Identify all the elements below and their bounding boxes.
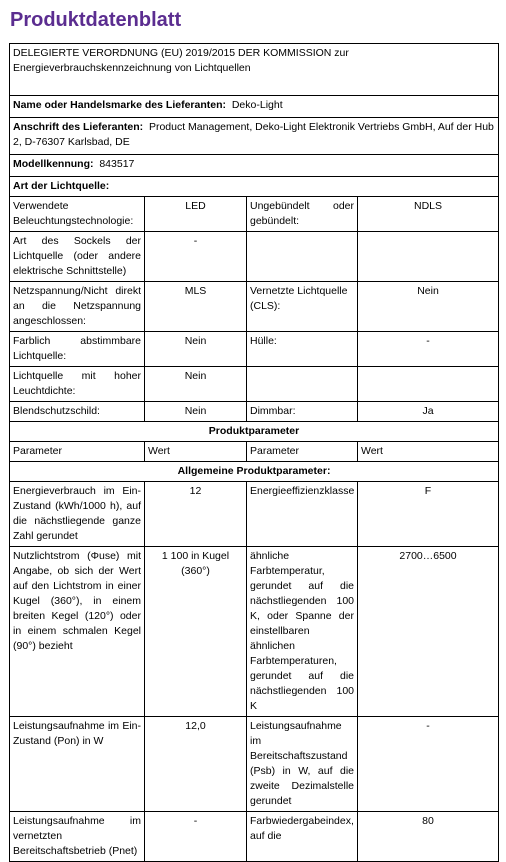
param-value: - (145, 812, 247, 862)
param-value: - (145, 232, 247, 282)
table-row (10, 402, 499, 422)
column-header-row (10, 442, 499, 462)
param-value: Nein (145, 402, 247, 422)
table-row (10, 367, 499, 402)
param-label: Ungebündelt oder gebündelt: (247, 197, 358, 232)
param-label: Blendschutzschild: (10, 402, 145, 422)
param-label: Leistungsaufnahme im Bereitschaftszustand (Psb) in W, auf die zweite Dezimalstelle gerundet (247, 717, 358, 812)
param-value (358, 367, 499, 402)
model-value: 843517 (99, 158, 135, 170)
param-value: Nein (145, 332, 247, 367)
param-label: Dimmbar: (247, 402, 358, 422)
param-value (358, 232, 499, 282)
table-row (10, 482, 499, 547)
param-value: Ja (358, 402, 499, 422)
datasheet-page (9, 5, 496, 862)
table-row (10, 232, 499, 282)
product-params-header: Produktparameter (10, 422, 499, 442)
general-params-header: Allgemeine Produktparameter: (10, 462, 499, 482)
light-source-type-header: Art der Lichtquelle: (10, 177, 499, 197)
table-row (10, 717, 499, 812)
column-header-value: Wert (145, 442, 247, 462)
param-label: Hülle: (247, 332, 358, 367)
table-row (10, 812, 499, 862)
supplier-address-value: Product Management, Deko-Light Elektronik Vertriebs GmbH, Auf der Hub 2, D-76307 Karlsbad, DE (13, 121, 494, 148)
column-header-value: Wert (358, 442, 499, 462)
supplier-name-value: Deko-Light (231, 99, 283, 111)
table-row (10, 547, 499, 717)
param-label (247, 367, 358, 402)
param-value: 1 100 in Kugel (360°) (145, 547, 247, 717)
param-value: 80 (358, 812, 499, 862)
param-value: 2700…6500 (358, 547, 499, 717)
param-value: LED (145, 197, 247, 232)
param-value: - (358, 717, 499, 812)
param-label: Vernetzte Lichtquelle (CLS): (247, 282, 358, 332)
param-label: Netzspannung/Nicht direkt an die Netzspannung angeschlossen: (10, 282, 145, 332)
param-label: Lichtquelle mit hoher Leuchtdichte: (10, 367, 145, 402)
param-label: Nutzlichtstrom (Φuse) mit Angabe, ob sich der Wert auf den Lichtstrom in einer Kugel (360°), in einem breiten Kegel (120°) oder in einem schmalen Kegel (90°) bezieht (10, 547, 145, 717)
param-label: Farblich abstimmbare Lichtquelle: (10, 332, 145, 367)
param-label: Verwendete Beleuchtungstechnologie: (10, 197, 145, 232)
regulation-text: DELEGIERTE VERORDNUNG (EU) 2019/2015 DER KOMMISSION zur Energieverbrauchskennzeichnung von Lichtquellen (10, 44, 499, 96)
param-label: Energieverbrauch im Ein-Zustand (kWh/1000 h), auf die nächstliegende ganze Zahl gerundet (10, 482, 145, 547)
param-value: - (358, 332, 499, 367)
table-row (10, 282, 499, 332)
table-row (10, 197, 499, 232)
param-label: Art des Sockels der Lichtquelle (oder andere elektrische Schnittstelle) (10, 232, 145, 282)
supplier-name-label: Name oder Handelsmarke des Lieferanten: (13, 99, 226, 111)
param-label (247, 232, 358, 282)
param-label: Farbwiedergabeindex, auf die (247, 812, 358, 862)
param-label: Leistungsaufnahme im Ein-Zustand (Pon) in W (10, 717, 145, 812)
param-label: Energieeffizienzklasse (247, 482, 358, 547)
model-row (10, 155, 499, 177)
param-label: Leistungsaufnahme im vernetzten Bereitschaftsbetrieb (Pnet) (10, 812, 145, 862)
page-title: Produktdatenblatt (10, 9, 182, 31)
table-row (10, 332, 499, 367)
param-value: Nein (358, 282, 499, 332)
supplier-address-row (10, 118, 499, 155)
supplier-address-label: Anschrift des Lieferanten: (13, 121, 144, 133)
param-value: NDLS (358, 197, 499, 232)
param-label: ähnliche Farbtemperatur, gerundet auf die nächstliegenden 100 K, oder Spanne der einstellbaren ähnlichen Farbtemperaturen, gerundet auf die nächstliegenden 100 K (247, 547, 358, 717)
column-header-param: Parameter (10, 442, 145, 462)
param-value: 12,0 (145, 717, 247, 812)
param-value: Nein (145, 367, 247, 402)
datasheet-table (9, 43, 499, 862)
param-value: 12 (145, 482, 247, 547)
supplier-name-row (10, 96, 499, 118)
param-value: F (358, 482, 499, 547)
model-label: Modellkennung: (13, 158, 94, 170)
param-value: MLS (145, 282, 247, 332)
column-header-param: Parameter (247, 442, 358, 462)
